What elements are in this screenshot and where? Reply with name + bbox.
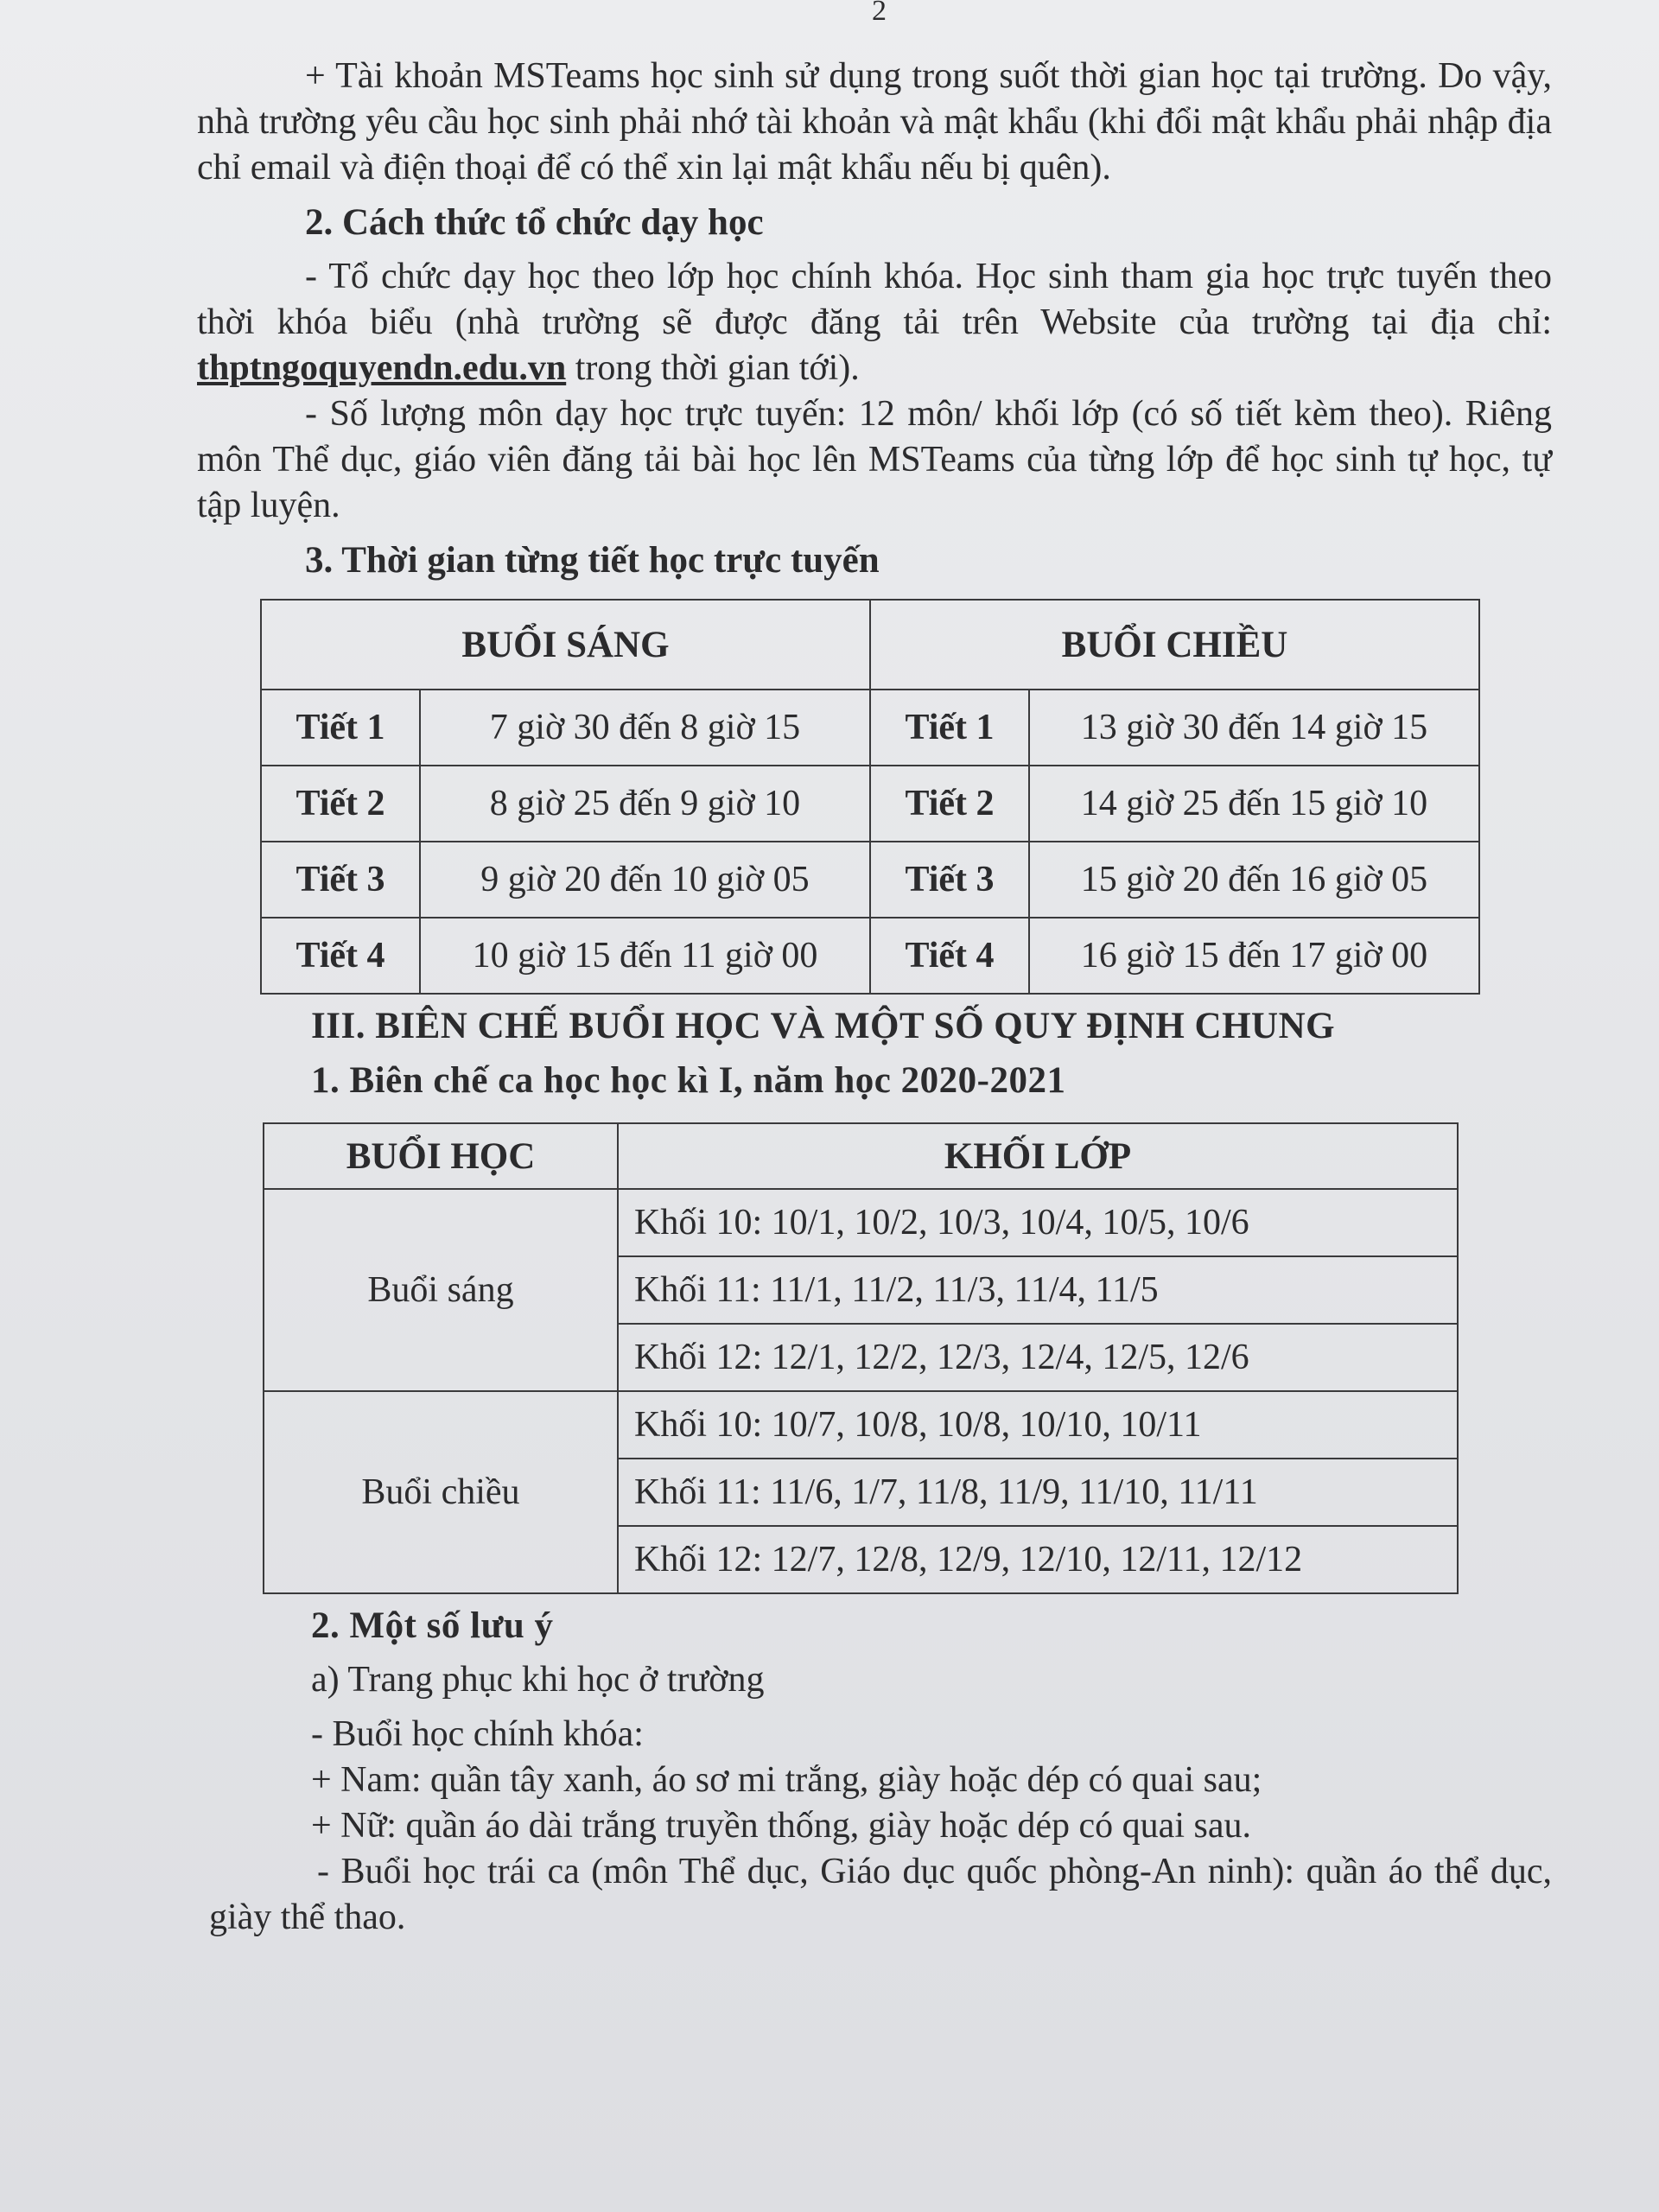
page-number: 2: [872, 0, 887, 27]
paragraph-organization: [197, 254, 1552, 391]
period-label: Tiết 3: [261, 842, 420, 918]
grade-column-header: KHỐI LỚP: [618, 1123, 1458, 1189]
session-morning: Buổi sáng: [264, 1189, 618, 1391]
grade-classes: Khối 10: 10/7, 10/8, 10/8, 10/10, 10/11: [618, 1391, 1458, 1459]
subsection-2-title: 2. Một số lưu ý: [311, 1605, 554, 1646]
period-label: Tiết 4: [870, 918, 1029, 994]
table-row: [264, 1189, 1458, 1256]
table-row: [261, 766, 1479, 842]
section-2-title: 2. Cách thức tổ chức dạy học: [305, 202, 764, 243]
paragraph-account: + Tài khoản MSTeams học sinh sử dụng trong suốt thời gian học tại trường. Do vậy, nhà trường yêu cầu học sinh phải nhớ tài khoản và mật khẩu (khi đổi mật khẩu phải nhập địa chỉ email và điện thoại để có thể xin lại mật khẩu nếu bị quên).: [197, 56, 1552, 188]
note-a: a) Trang phục khi học ở trường: [311, 1660, 765, 1700]
paragraph-subjects: - Số lượng môn dạy học trực tuyến: 12 môn/ khối lớp (có số tiết kèm theo). Riêng môn Thể dục, giáo viên đăng tải bài học lên MSTeams của từng lớp để học sinh tự học, tự tập luyện.: [197, 394, 1552, 525]
afternoon-time: 16 giờ 15 đến 17 giờ 00: [1029, 918, 1479, 994]
period-label: Tiết 1: [261, 690, 420, 766]
table-row: [261, 918, 1479, 994]
note-extra-session: - Buổi học trái ca (môn Thể dục, Giáo dục quốc phòng-An ninh): quần áo thể dục, giày thể thao.: [209, 1852, 1552, 1937]
morning-time: 8 giờ 25 đến 9 giờ 10: [420, 766, 870, 842]
note-male: + Nam: quần tây xanh, áo sơ mi trắng, giày hoặc dép có quai sau;: [311, 1760, 1262, 1800]
morning-time: 9 giờ 20 đến 10 giờ 05: [420, 842, 870, 918]
note-female: + Nữ: quần áo dài trắng truyền thống, giày hoặc dép có quai sau.: [311, 1806, 1251, 1846]
morning-header: BUỔI SÁNG: [261, 600, 870, 690]
website-link[interactable]: thptngoquyendn.edu.vn: [197, 348, 567, 388]
period-label: Tiết 3: [870, 842, 1029, 918]
period-label: Tiết 1: [870, 690, 1029, 766]
afternoon-time: 15 giờ 20 đến 16 giờ 05: [1029, 842, 1479, 918]
note-main-session: - Buổi học chính khóa:: [311, 1714, 644, 1754]
part-3-title: III. BIÊN CHẾ BUỔI HỌC VÀ MỘT SỐ QUY ĐỊNH CHUNG: [311, 1006, 1336, 1046]
session-column-header: BUỔI HỌC: [264, 1123, 618, 1189]
period-label: Tiết 2: [870, 766, 1029, 842]
section-3-title: 3. Thời gian từng tiết học trực tuyến: [305, 540, 880, 581]
table-row: [264, 1391, 1458, 1459]
shift-table: [263, 1122, 1459, 1594]
grade-classes: Khối 10: 10/1, 10/2, 10/3, 10/4, 10/5, 10/6: [618, 1189, 1458, 1256]
morning-time: 7 giờ 30 đến 8 giờ 15: [420, 690, 870, 766]
session-afternoon: Buổi chiều: [264, 1391, 618, 1593]
afternoon-time: 13 giờ 30 đến 14 giờ 15: [1029, 690, 1479, 766]
period-label: Tiết 4: [261, 918, 420, 994]
org-text-before: - Tổ chức dạy học theo lớp học chính khóa. Học sinh tham gia học trực tuyến theo thời khóa biểu (nhà trường sẽ được đăng tải trên Website của trường tại địa chỉ:: [197, 257, 1552, 342]
table-row: [261, 842, 1479, 918]
table-row: [261, 690, 1479, 766]
document-body: [197, 54, 1552, 1941]
grade-classes: Khối 11: 11/6, 1/7, 11/8, 11/9, 11/10, 11/11: [618, 1459, 1458, 1526]
shift-header-row: [264, 1123, 1458, 1189]
grade-classes: Khối 12: 12/7, 12/8, 12/9, 12/10, 12/11, 12/12: [618, 1526, 1458, 1593]
grade-classes: Khối 12: 12/1, 12/2, 12/3, 12/4, 12/5, 12/6: [618, 1324, 1458, 1391]
schedule-table: [260, 599, 1480, 995]
morning-time: 10 giờ 15 đến 11 giờ 00: [420, 918, 870, 994]
grade-classes: Khối 11: 11/1, 11/2, 11/3, 11/4, 11/5: [618, 1256, 1458, 1324]
schedule-header-row: [261, 600, 1479, 690]
period-label: Tiết 2: [261, 766, 420, 842]
org-text-after: trong thời gian tới).: [566, 348, 860, 388]
subsection-1-title: 1. Biên chế ca học học kì I, năm học 2020-2021: [311, 1060, 1066, 1101]
afternoon-time: 14 giờ 25 đến 15 giờ 10: [1029, 766, 1479, 842]
afternoon-header: BUỔI CHIỀU: [870, 600, 1479, 690]
